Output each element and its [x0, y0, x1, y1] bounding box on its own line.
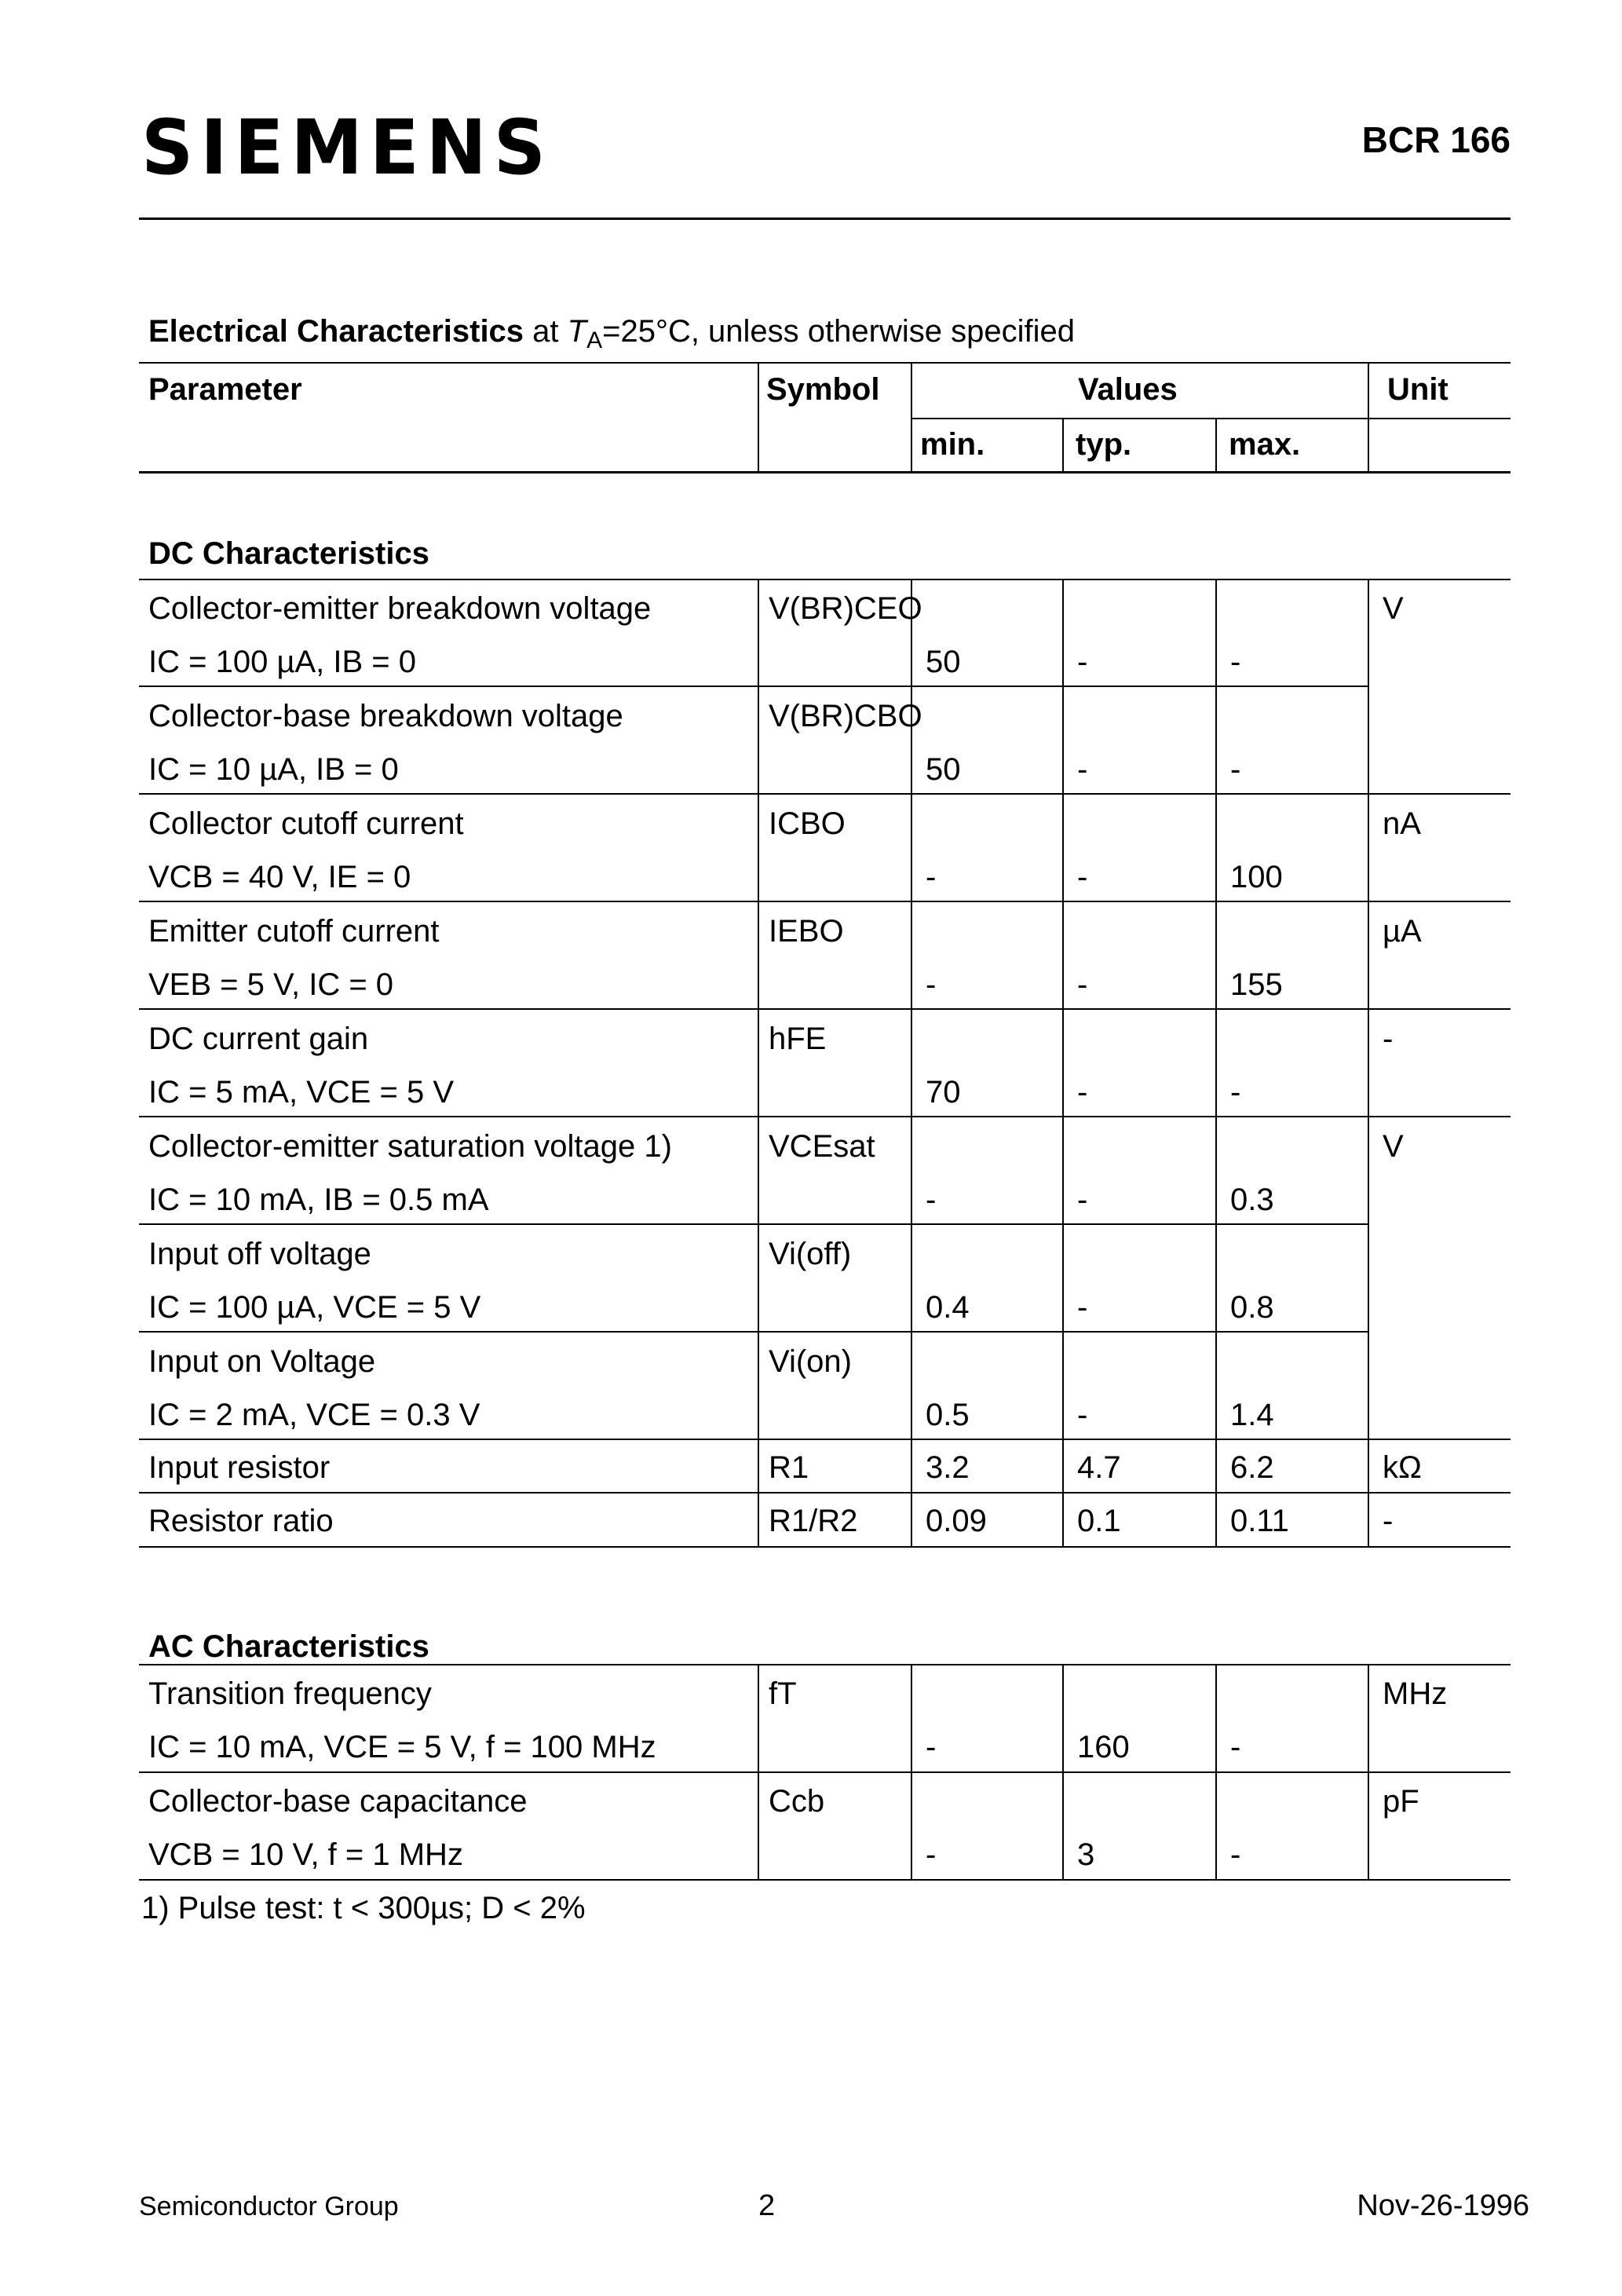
value-min: -	[926, 1730, 937, 1764]
value-typ: -	[1077, 1398, 1088, 1432]
test-condition: IC = 5 mA, VCE = 5 V	[148, 1075, 455, 1110]
test-condition: VEB = 5 V, IC = 0	[148, 967, 394, 1002]
param-name: Collector-base capacitance	[148, 1784, 528, 1819]
col-divider	[758, 1664, 759, 1879]
value-max: 155	[1230, 967, 1283, 1002]
footer-left: Semiconductor Group	[139, 2192, 399, 2221]
unit: µA	[1383, 914, 1422, 949]
col-divider	[758, 579, 759, 1546]
rule	[139, 1116, 1511, 1117]
rule	[139, 1771, 1511, 1773]
unit: V	[1383, 591, 1404, 626]
value-max: 0.11	[1230, 1504, 1289, 1538]
unit: -	[1383, 1022, 1394, 1056]
test-condition: IC = 2 mA, VCE = 0.3 V	[148, 1398, 480, 1432]
value-typ: 0.1	[1077, 1504, 1121, 1538]
param-name: Input on Voltage	[148, 1344, 376, 1379]
test-condition: IC = 10 mA, VCE = 5 V, f = 100 MHz	[148, 1730, 656, 1764]
symbol: V(BR)CEO	[769, 591, 922, 626]
col-divider	[1062, 418, 1064, 473]
test-condition: IC = 100 µA, IB = 0	[148, 645, 417, 679]
symbol: VCEsat	[769, 1129, 875, 1164]
value-max: 0.3	[1230, 1183, 1274, 1217]
dc-section-title: DC Characteristics	[148, 536, 429, 571]
symbol: Vi(off)	[769, 1237, 852, 1271]
col-divider	[1062, 579, 1064, 1546]
unit: kΩ	[1383, 1450, 1422, 1485]
symbol: ICBO	[769, 806, 846, 841]
page-number: 2	[758, 2189, 776, 2222]
header-symbol: Symbol	[766, 372, 880, 407]
caption-rest: =25°C, unless otherwise specified	[602, 314, 1075, 349]
value-max: 1.4	[1230, 1398, 1274, 1432]
value-typ: -	[1077, 1075, 1088, 1110]
value-min: 0.4	[926, 1290, 970, 1325]
param-name: Collector cutoff current	[148, 806, 464, 841]
header-max: max.	[1229, 427, 1301, 462]
value-max: -	[1230, 1075, 1241, 1110]
col-divider	[1062, 1664, 1064, 1879]
unit: nA	[1383, 806, 1421, 841]
unit: -	[1383, 1504, 1394, 1538]
header-typ: typ.	[1076, 427, 1132, 462]
rule	[139, 1008, 1511, 1010]
rule	[139, 793, 1511, 795]
rule	[139, 362, 1511, 364]
caption-title: Electrical Characteristics	[148, 314, 524, 349]
value-typ: 160	[1077, 1730, 1130, 1764]
param-name: Collector-emitter saturation voltage 1)	[148, 1129, 672, 1164]
test-condition: IC = 10 mA, IB = 0.5 mA	[148, 1183, 489, 1217]
value-typ: -	[1077, 1290, 1088, 1325]
symbol: R1/R2	[769, 1504, 858, 1538]
rule	[139, 1664, 1511, 1665]
rule	[139, 686, 1368, 687]
value-min: -	[926, 1837, 937, 1872]
value-typ: -	[1077, 752, 1088, 787]
test-condition: VCB = 10 V, f = 1 MHz	[148, 1837, 463, 1872]
value-min: -	[926, 1183, 937, 1217]
param-name: Input resistor	[148, 1450, 331, 1485]
symbol: fT	[769, 1676, 797, 1711]
param-name: Collector-base breakdown voltage	[148, 699, 623, 733]
caption-ta-sub: A	[586, 327, 603, 353]
value-min: 50	[926, 645, 961, 679]
unit: V	[1383, 1129, 1404, 1164]
rule	[139, 1546, 1511, 1548]
col-divider	[1368, 1664, 1369, 1879]
value-max: -	[1230, 752, 1241, 787]
rule	[911, 418, 1511, 419]
value-max: -	[1230, 1730, 1241, 1764]
col-divider	[758, 362, 759, 473]
value-min: -	[926, 860, 937, 894]
ac-section-title: AC Characteristics	[148, 1629, 429, 1664]
rule	[139, 579, 1511, 580]
col-divider	[911, 362, 912, 473]
param-name: DC current gain	[148, 1022, 369, 1056]
symbol: IEBO	[769, 914, 844, 949]
value-min: 0.5	[926, 1398, 970, 1432]
value-max: 6.2	[1230, 1450, 1274, 1485]
value-max: 100	[1230, 860, 1283, 894]
part-number: BCR 166	[1361, 119, 1511, 160]
col-divider	[1215, 1664, 1217, 1879]
test-condition: VCB = 40 V, IE = 0	[148, 860, 411, 894]
value-max: -	[1230, 645, 1241, 679]
rule	[139, 901, 1511, 902]
symbol: V(BR)CBO	[769, 699, 922, 733]
rule	[139, 1331, 1368, 1333]
rule	[139, 1492, 1511, 1493]
rule	[139, 1879, 1511, 1881]
col-divider	[911, 1664, 912, 1879]
test-condition: IC = 10 µA, IB = 0	[148, 752, 399, 787]
col-divider	[1368, 579, 1369, 1546]
value-max: -	[1230, 1837, 1241, 1872]
param-name: Collector-emitter breakdown voltage	[148, 591, 652, 626]
footnote: 1) Pulse test: t < 300µs; D < 2%	[141, 1891, 586, 1925]
value-min: 0.09	[926, 1504, 987, 1538]
caption-ta-var: T	[567, 314, 587, 349]
param-name: Input off voltage	[148, 1237, 371, 1271]
header-unit: Unit	[1387, 372, 1448, 407]
value-min: 70	[926, 1075, 961, 1110]
param-name: Transition frequency	[148, 1676, 432, 1711]
value-min: -	[926, 967, 937, 1002]
symbol: Vi(on)	[769, 1344, 852, 1379]
header-min: min.	[920, 427, 985, 462]
header-values: Values	[1078, 372, 1178, 407]
value-typ: -	[1077, 860, 1088, 894]
value-min: 50	[926, 752, 961, 787]
siemens-logo: SIEMENS	[141, 103, 553, 192]
value-typ: 4.7	[1077, 1450, 1121, 1485]
value-typ: -	[1077, 1183, 1088, 1217]
col-divider	[1368, 362, 1369, 473]
col-divider	[1215, 418, 1217, 473]
header-parameter: Parameter	[148, 372, 302, 407]
footer-date: Nov-26-1996	[1357, 2189, 1529, 2222]
value-typ: -	[1077, 967, 1088, 1002]
value-typ: -	[1077, 645, 1088, 679]
unit: pF	[1383, 1784, 1419, 1819]
symbol: R1	[769, 1450, 809, 1485]
symbol: hFE	[769, 1022, 827, 1056]
col-divider	[1215, 579, 1217, 1546]
test-condition: IC = 100 µA, VCE = 5 V	[148, 1290, 481, 1325]
value-max: 0.8	[1230, 1290, 1274, 1325]
param-name: Emitter cutoff current	[148, 914, 440, 949]
unit: MHz	[1383, 1676, 1448, 1711]
value-typ: 3	[1077, 1837, 1095, 1872]
rule	[139, 471, 1511, 473]
symbol: Ccb	[769, 1784, 825, 1819]
param-name: Resistor ratio	[148, 1504, 334, 1538]
rule	[139, 1439, 1511, 1440]
caption-at: at	[524, 314, 568, 349]
rule	[139, 1223, 1368, 1225]
value-min: 3.2	[926, 1450, 970, 1485]
